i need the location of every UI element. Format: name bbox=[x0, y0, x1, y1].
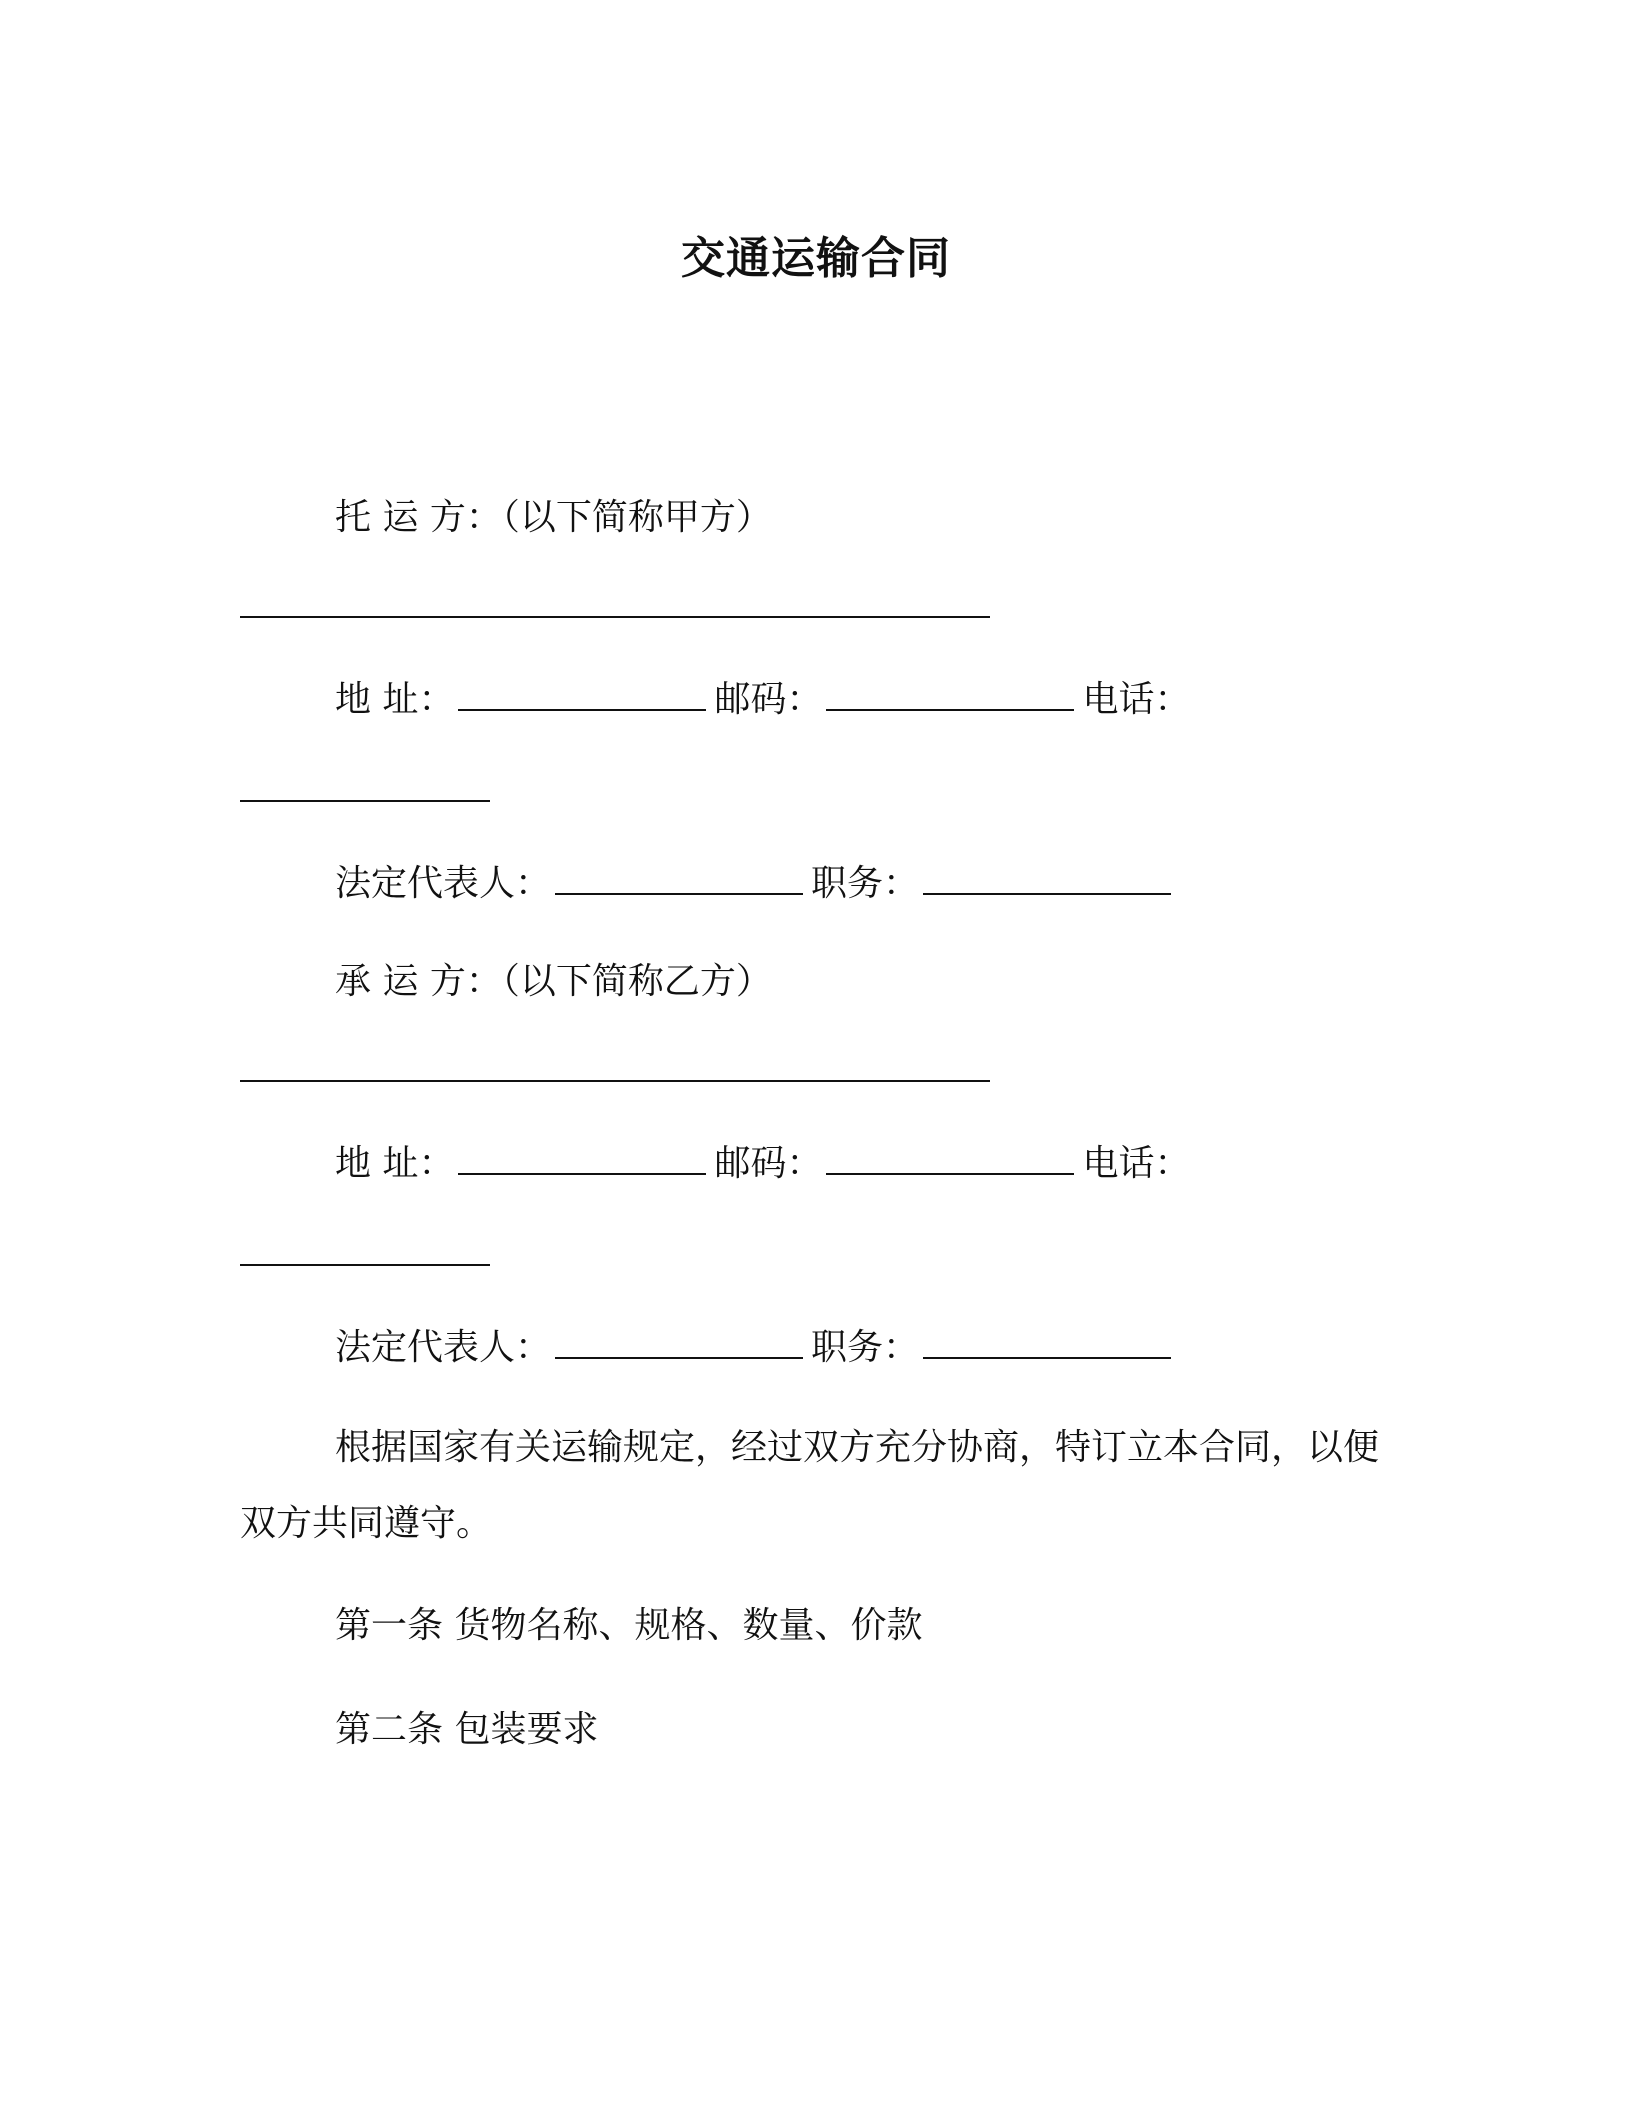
party-b-position-label: 职务： bbox=[811, 1327, 920, 1368]
party-a-legal-rep-blank bbox=[555, 863, 803, 895]
party-a-name-blank bbox=[240, 616, 990, 618]
party-a-header: 托 运 方：（以下简称甲方） bbox=[335, 497, 772, 538]
article-1-heading: 第一条 货物名称、规格、数量、价款 bbox=[335, 1605, 923, 1646]
party-a-address-blank bbox=[458, 679, 706, 711]
article-2-heading: 第二条 包装要求 bbox=[335, 1709, 599, 1750]
party-b-phone-blank bbox=[240, 1264, 490, 1266]
party-b-contact-line bbox=[335, 1142, 1190, 1185]
preamble-paragraph: 根据国家有关运输规定，经过双方充分协商，特订立本合同，以便双方共同遵守。 bbox=[240, 1427, 1380, 1544]
party-b-name-blank bbox=[240, 1080, 990, 1082]
party-a-address-label: 地 址： bbox=[335, 679, 455, 720]
party-b-address-blank bbox=[458, 1143, 706, 1175]
party-a-postcode-blank bbox=[826, 679, 1074, 711]
party-a-phone-label: 电话： bbox=[1082, 679, 1191, 720]
party-b-postcode-blank bbox=[826, 1143, 1074, 1175]
party-b-position-blank bbox=[923, 1327, 1171, 1359]
party-a-legal-rep-label: 法定代表人： bbox=[335, 863, 552, 904]
party-a-contact-line bbox=[335, 678, 1190, 721]
party-b-header: 承 运 方：（以下简称乙方） bbox=[335, 961, 772, 1002]
party-b-postcode-label: 邮码： bbox=[714, 1143, 823, 1184]
party-b-rep-line bbox=[335, 1326, 1179, 1369]
party-b-legal-rep-blank bbox=[555, 1327, 803, 1359]
party-b-legal-rep-label: 法定代表人： bbox=[335, 1327, 552, 1368]
party-a-rep-line bbox=[335, 862, 1179, 905]
contract-title: 交通运输合同 bbox=[681, 233, 951, 284]
party-b-phone-label: 电话： bbox=[1082, 1143, 1191, 1184]
party-a-postcode-label: 邮码： bbox=[714, 679, 823, 720]
party-b-address-label: 地 址： bbox=[335, 1143, 455, 1184]
party-a-position-label: 职务： bbox=[811, 863, 920, 904]
party-a-phone-blank bbox=[240, 800, 490, 802]
party-a-position-blank bbox=[923, 863, 1171, 895]
